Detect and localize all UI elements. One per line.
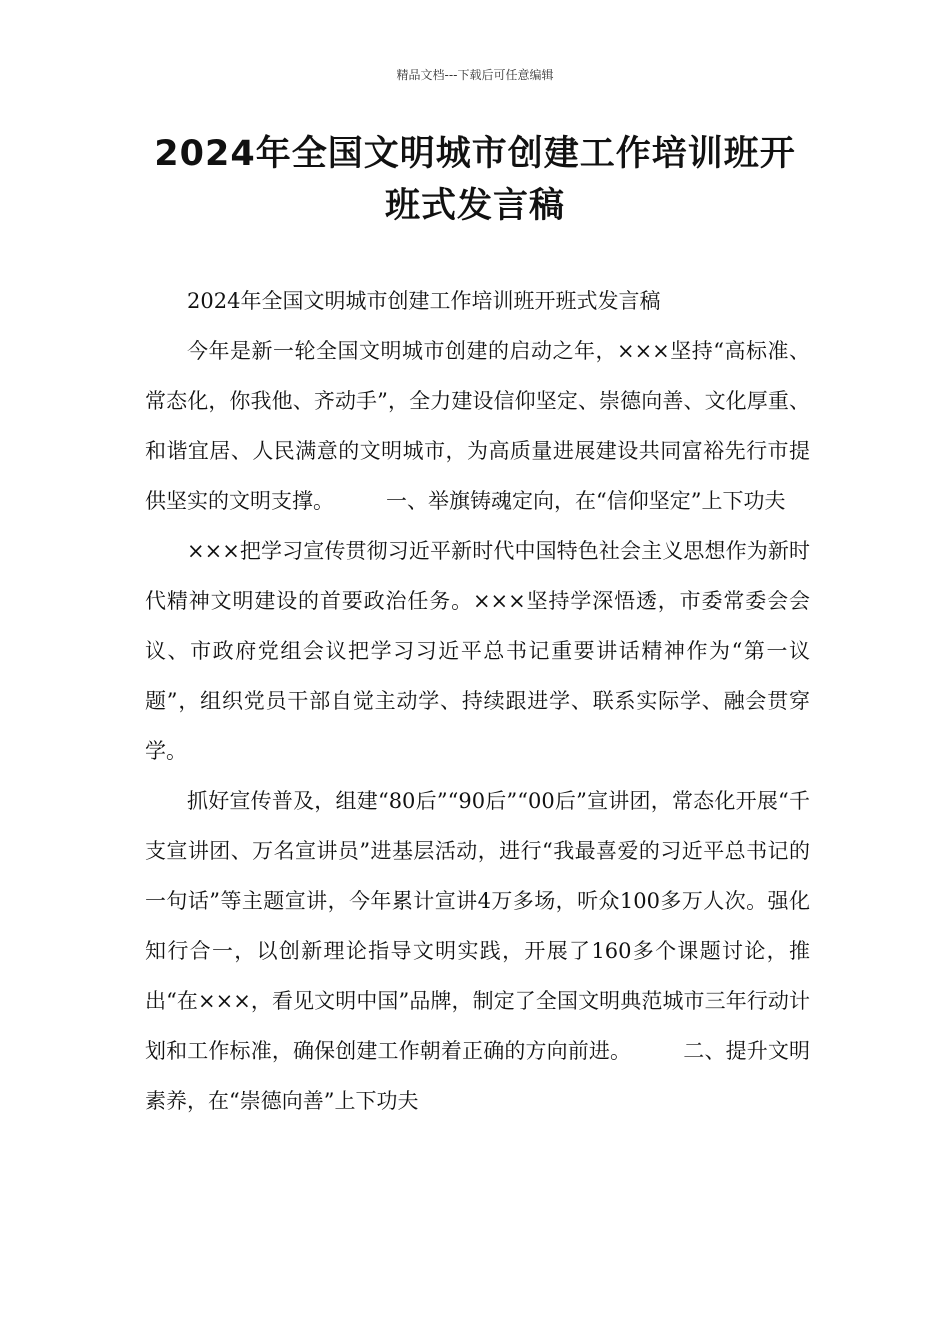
- title-line-2: 班式发言稿: [384, 186, 565, 226]
- section-heading-2: 二、提升文明素养，在“崇德向善”上下功夫: [145, 1039, 810, 1113]
- title-line-1: 2024年全国文明城市创建工作培训班开: [154, 134, 796, 174]
- header-note: 精品文档---下载后可任意编辑: [396, 68, 554, 82]
- paragraph-1: [145, 326, 810, 526]
- document-title: [100, 128, 850, 232]
- section-heading-1: 一、举旗铸魂定向，在“信仰坚定”上下功夫: [386, 489, 786, 513]
- subtitle-paragraph: 2024年全国文明城市创建工作培训班开班式发言稿: [187, 289, 661, 313]
- paragraph-2: ×××把学习宣传贯彻习近平新时代中国特色社会主义思想作为新时代精神文明建设的首要政治任务。×××坚持学深悟透，市委常委会会议、市政府党组会议把学习习近平总书记重要讲话精神作为“第一议题”，组织党员干部自觉主动学、持续跟进学、联系实际学、融会贯穿学。: [145, 539, 810, 763]
- paragraph-3-text: 抓好宣传普及，组建“80后”“90后”“00后”宣讲团，常态化开展“千支宣讲团、万名宣讲员”进基层活动，进行“我最喜爱的习近平总书记的一句话”等主题宣讲，今年累计宣讲4万多场，听众100多万人次。强化知行合一，以创新理论指导文明实践，开展了160多个课题讨论，推出“在×××，看见文明中国”品牌，制定了全国文明典范城市三年行动计划和工作标准，确保创建工作朝着正确的方向前进。: [145, 789, 810, 1063]
- document-body: [145, 276, 810, 1126]
- paragraph-3: [145, 776, 810, 1126]
- paragraph-1-text: 今年是新一轮全国文明城市创建的启动之年，×××坚持“高标准、常态化，你我他、齐动手”，全力建设信仰坚定、崇德向善、文化厚重、和谐宜居、人民满意的文明城市，为高质量进展建设共同富裕先行市提供坚实的文明支撑。: [145, 339, 810, 513]
